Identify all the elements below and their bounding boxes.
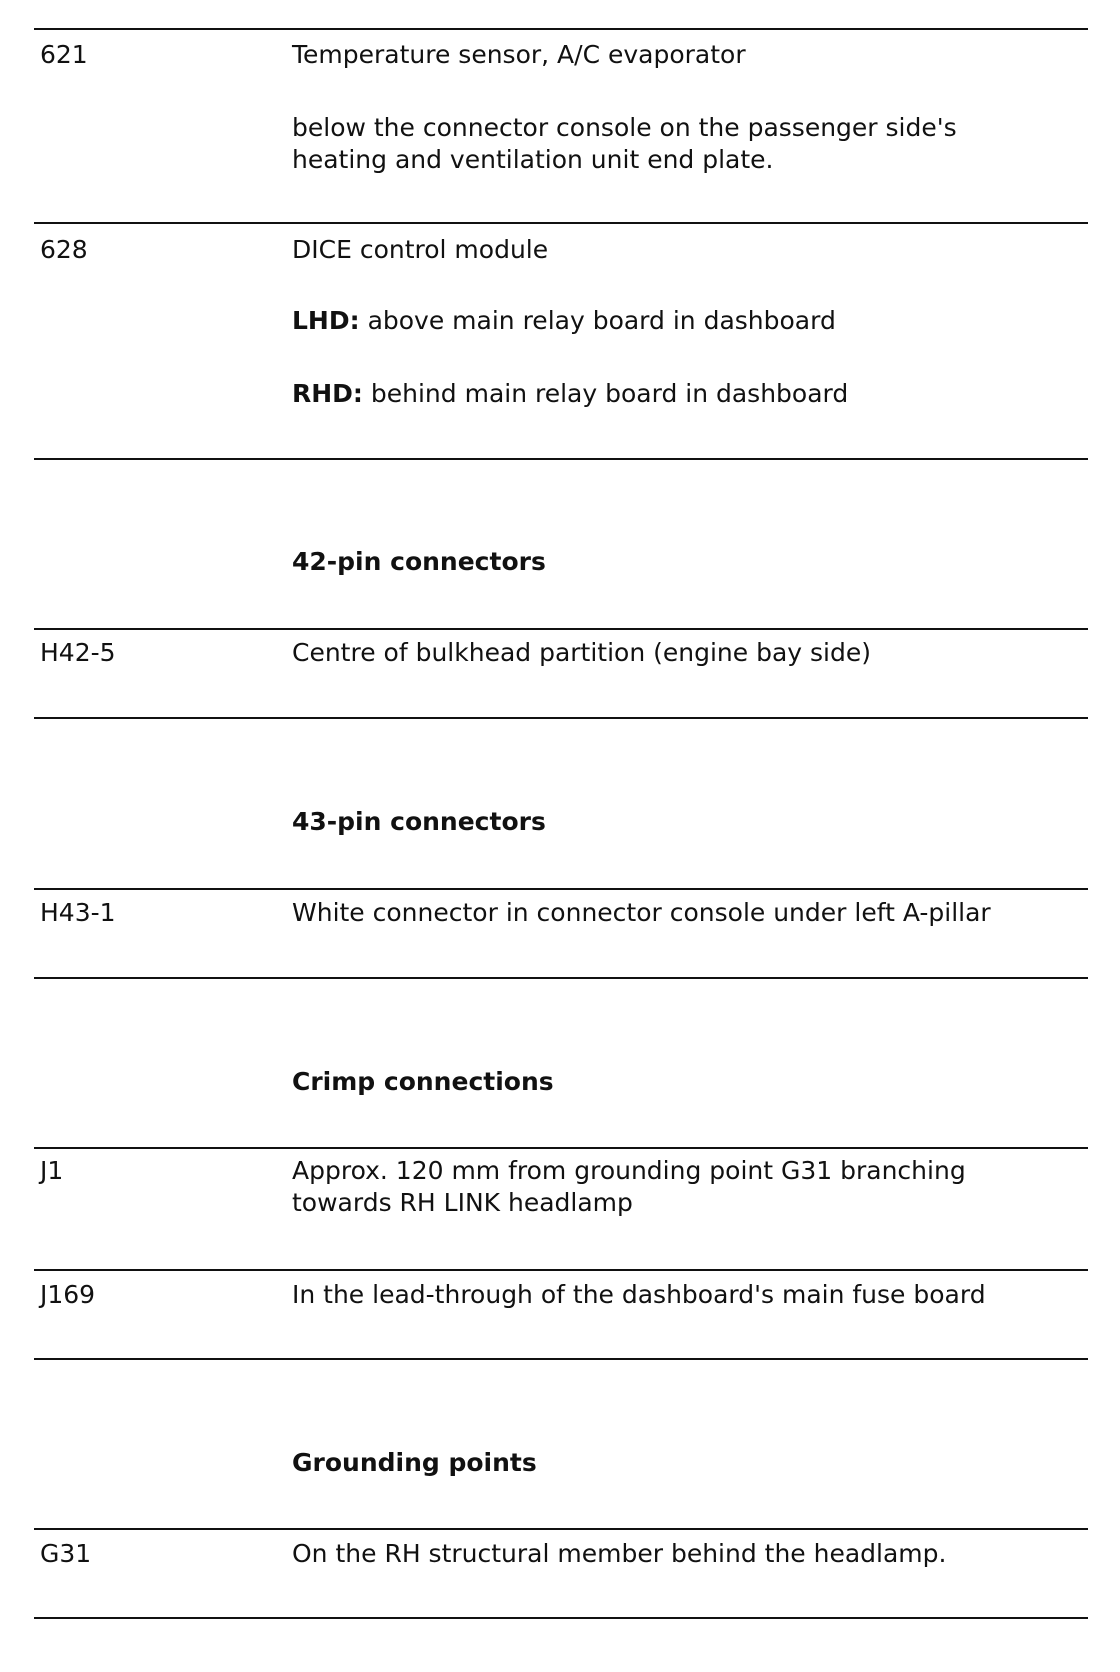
row-divider [34,1528,1088,1530]
rhd-label: RHD: [292,379,363,408]
row-divider [34,1147,1088,1149]
row-divider [34,628,1088,630]
lhd-label: LHD: [292,306,360,335]
rhd-text: behind main relay board in dashboard [370,379,849,408]
lhd-location [292,305,1082,337]
row-divider [34,977,1088,979]
section-heading: Grounding points [292,1448,537,1477]
row-divider [34,1269,1088,1271]
row-divider [34,222,1088,224]
section-heading: Crimp connections [292,1067,554,1096]
component-code: 621 [40,40,88,69]
component-title: DICE control module [292,235,549,264]
rhd-location [292,378,1082,410]
component-code: H42-5 [40,638,116,667]
component-code: H43-1 [40,898,116,927]
lhd-text: above main relay board in dashboard [367,306,836,335]
row-divider [34,717,1088,719]
section-heading: 42-pin connectors [292,547,546,576]
row-divider [34,888,1088,890]
component-code: 628 [40,235,88,264]
component-location: below the connector console on the passenger side's heating and ventilation unit end plate. [292,113,957,174]
component-location: White connector in connector console under left A-pillar [292,898,991,927]
component-title: Temperature sensor, A/C evaporator [292,40,746,69]
row-divider-bottom [34,1617,1088,1619]
component-location: On the RH structural member behind the headlamp. [292,1539,947,1568]
component-location: In the lead-through of the dashboard's main fuse board [292,1280,986,1309]
component-location: Approx. 120 mm from grounding point G31 branching towards RH LINK headlamp [292,1156,966,1217]
component-location: Centre of bulkhead partition (engine bay side) [292,638,872,667]
row-divider [34,1358,1088,1360]
section-heading: 43-pin connectors [292,807,546,836]
component-code: J169 [40,1280,96,1309]
component-code: G31 [40,1539,92,1568]
row-divider [34,458,1088,460]
component-code: J1 [40,1156,64,1185]
row-divider-top [34,28,1088,30]
